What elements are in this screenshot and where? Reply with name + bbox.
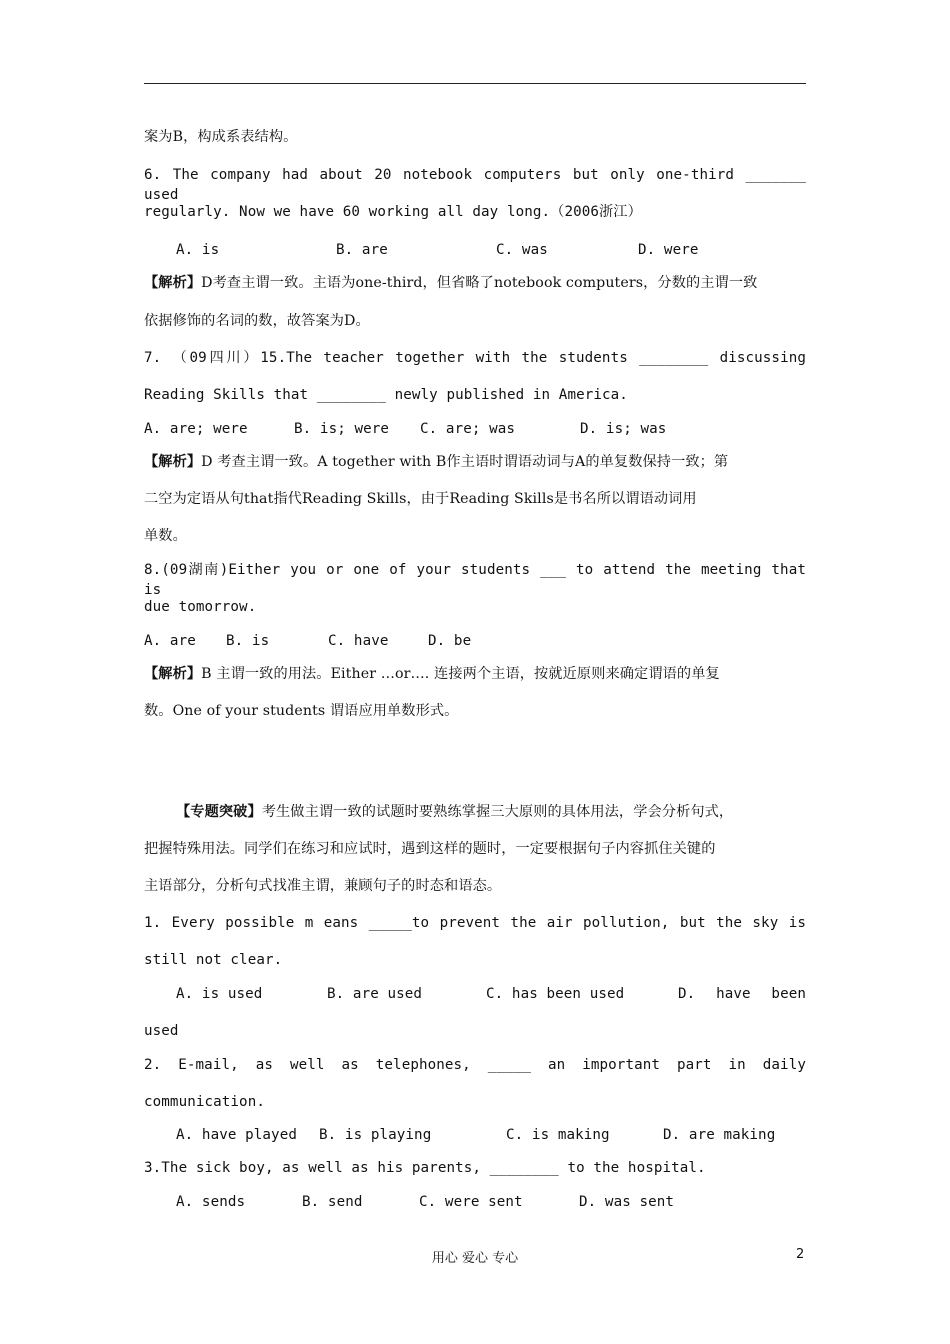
analysis-6-line-1 <box>144 273 806 293</box>
question-8-options <box>144 631 806 651</box>
section-intro-text: 考生做主谓一致的试题时要熟练掌握三大原则的具体用法，学会分析句式， <box>261 804 734 820</box>
question-6-line-1: 6. The company had about 20 notebook computers but only one-third _______ used <box>144 167 806 203</box>
option-d: D. be <box>428 633 472 649</box>
page-number: 2 <box>796 1247 805 1262</box>
option-c: C. has been used <box>486 986 625 1002</box>
analysis-text: B 主谓一致的用法。Either …or…. 连接两个主语，按就近原则来确定谓语的单复 <box>201 666 720 682</box>
option-c: C. were sent <box>419 1194 523 1210</box>
section-intro-line-2: 把握特殊用法。同学们在练习和应试时，遇到这样的题时，一定要根据句子内容抓住关键的 <box>144 841 716 857</box>
analysis-label: 【解析】 <box>144 666 202 682</box>
option-d: D. have been <box>678 986 806 1002</box>
exercise-3-line-1: 3.The sick boy, as well as his parents, ________ to the hospital. <box>144 1160 706 1176</box>
option-c: C. was <box>496 242 548 258</box>
header-rule <box>144 83 806 84</box>
option-b: B. is playing <box>319 1127 432 1143</box>
option-d: D. is; was <box>580 421 667 437</box>
analysis-7-line-3: 单数。 <box>144 528 187 544</box>
analysis-label: 【解析】 <box>144 275 202 291</box>
exercise-2-line-2: communication. <box>144 1094 265 1110</box>
analysis-7-line-1 <box>144 452 806 472</box>
section-intro-line-1 <box>176 802 838 822</box>
footer-text: 用心 爱心 专心 <box>431 1251 519 1266</box>
option-c: C. is making <box>506 1127 610 1143</box>
exercise-1-line-1: 1. Every possible m eans _____to prevent the air pollution, but the sky is <box>144 915 806 931</box>
exercise-3-options <box>176 1192 838 1212</box>
section-intro-line-3: 主语部分，分析句式找准主谓，兼顾句子的时态和语态。 <box>144 878 502 894</box>
analysis-label: 【解析】 <box>144 454 202 470</box>
exercise-1-options <box>176 984 838 1004</box>
option-d: D. are making <box>663 1127 776 1143</box>
option-d: D. were <box>638 242 699 258</box>
option-a: A. sends <box>176 1194 246 1210</box>
analysis-text: D考查主谓一致。主语为one-third，但省略了notebook computers，分数的主谓一致 <box>201 275 758 291</box>
option-c: C. have <box>328 633 389 649</box>
question-8-line-1: 8.(09湖南)Either you or one of your students ___ to attend the meeting that is <box>144 562 806 598</box>
question-7-options <box>144 419 806 439</box>
question-7-line-1: 7. （09四川）15.The teacher together with the students ________ discussing <box>144 350 806 366</box>
option-c: C. are; was <box>420 421 516 437</box>
analysis-8-line-1 <box>144 664 806 684</box>
analysis-7-line-2: 二空为定语从句that指代Reading Skills，由于Reading Skills是书名所以谓语动词用 <box>144 491 697 507</box>
exercise-2-options <box>176 1125 838 1145</box>
option-b: B. send <box>302 1194 363 1210</box>
option-a: A. are <box>144 633 196 649</box>
question-8-line-2: due tomorrow. <box>144 599 257 615</box>
question-6-options <box>176 240 838 260</box>
analysis-6-line-2: 依据修饰的名词的数，故答案为D。 <box>144 313 370 329</box>
exercise-1-line-2: still not clear. <box>144 952 283 968</box>
analysis-text: D 考查主谓一致。A together with B作主语时谓语动词与A的单复数保持一致；第 <box>201 454 729 470</box>
option-a: A. are; were <box>144 421 248 437</box>
text-line: 案为B，构成系表结构。 <box>144 129 298 145</box>
question-7-line-2: Reading Skills that ________ newly published in America. <box>144 387 628 403</box>
section-heading: 【专题突破】 <box>176 804 262 820</box>
question-6-line-2: regularly. Now we have 60 working all day long.（2006浙江） <box>144 204 642 220</box>
analysis-8-line-2: 数。One of your students 谓语应用单数形式。 <box>144 703 459 719</box>
option-d: D. was sent <box>579 1194 675 1210</box>
exercise-1-options-wrap: used <box>144 1023 179 1039</box>
option-b: B. is <box>226 633 270 649</box>
option-a: A. is <box>176 242 220 258</box>
option-b: B. is; were <box>294 421 390 437</box>
option-b: B. are used <box>327 986 423 1002</box>
option-a: A. is used <box>176 986 263 1002</box>
option-a: A. have played <box>176 1127 297 1143</box>
exercise-2-line-1: 2. E-mail, as well as telephones, _____ an important part in daily <box>144 1057 806 1073</box>
option-b: B. are <box>336 242 388 258</box>
